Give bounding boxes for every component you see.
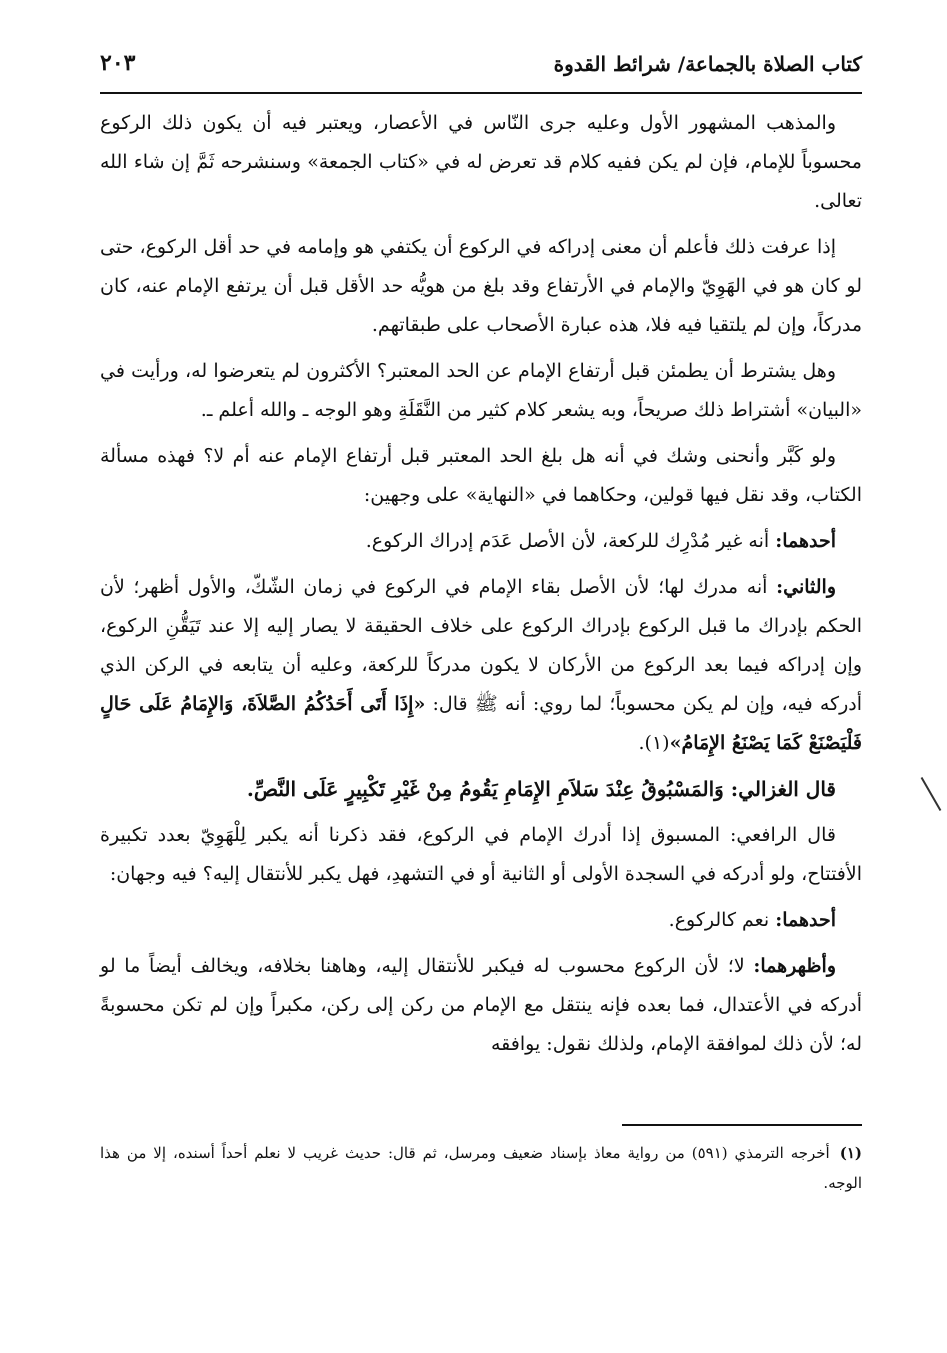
opinion-one-lead: أحدهما: [775, 530, 836, 552]
hadith-text: «إِذَا أَتَى أَحَدُكُمُ الصَّلاَةَ، وَالإِمَامُ عَلَى حَالٍ فَلْيَصْنَعْ كَمَا يَصْنَعُ الإِمَامُ» [100, 693, 862, 754]
opinion-two-text: أنه مدرك لها؛ لأن الأصل بقاء الإمام في الركوع في زمان الشّكّ، والأول أظهر؛ لأن الحكم بإدراك ما قبل الركوع بإدراك الركوع على خلاف الحقيقة لا يصار إليه إلا عند تَيَقُّنِ الركوع، وإن إدراكه فيما بعد الركوع من الأركان لا يكون مدركاً للركعة، وعليه أن يتابعه في الركن الذي أدركه فيه، وإن لم يكن محسوباً؛ لما روي: أنه ﷺ قال: [100, 576, 862, 715]
running-title: كتاب الصلاة بالجماعة/ شرائط القدوة [553, 52, 862, 76]
footnote-number: (١) [839, 1144, 863, 1162]
book-page [100, 40, 862, 1320]
opinion-two [100, 568, 862, 763]
face-two [100, 947, 862, 1064]
face-one-text: نعم كالركوع. [668, 909, 776, 931]
ghazali-text: وَالمَسْبُوقُ عِنْدَ سَلاَمِ الإِمَامِ يَقُومُ مِنْ غَيْرِ تَكْبِيرٍ عَلَى النَّصِّ. [246, 777, 724, 801]
margin-scan-mark [921, 777, 942, 811]
ghazali-lead: قال الغزالي: [723, 777, 836, 801]
paragraph-definition: إذا عرفت ذلك فأعلم أن معنى إدراكه في الركوع أن يكتفي هو وإمامه في حد أقل الركوع، حتى لو كان هو في الهَوِيّ والإمام في الأرتفاع وقد بلغ من هويُّه حد الأقل قبل أن يرتفع الإمام عنه، كان مدركاً، وإن لم يلتقيا فيه فلا، هذه عبارة الأصحاب على طبقاتهم. [100, 236, 862, 336]
opinion-one [100, 522, 862, 561]
paragraph-tuma-nina: وهل يشترط أن يطمئن قبل أرتفاع الإمام عن الحد المعتبر؟ الأكثرون لم يتعرضوا له، ورأيت في «البيان» أشتراط ذلك صريحاً، وبه يشعر كلام كثير من النَّقَلَةِ وهو الوجه ـ والله أعلم ـ. [100, 360, 862, 421]
paragraph-doubt: ولو كَبَّر وأنحنى وشك في أنه هل بلغ الحد المعتبر قبل أرتفاع الإمام عنه أم لا؟ فهذه مسألة الكتاب، وقد نقل فيها قولين، وحكاهما في «النهاية» على وجهين: [100, 445, 862, 506]
page-header [100, 40, 862, 94]
footnote-text: أخرجه الترمذي (٥٩١) من رواية معاذ بإسناد ضعيف ومرسل، ثم قال: حديث غريب لا نعلم أحداً أسنده، إلا من هذا الوجه. [100, 1144, 862, 1192]
footnote [100, 1138, 862, 1198]
face-one-lead: أحدهما: [775, 909, 836, 931]
footnote-divider [622, 1124, 862, 1126]
face-two-lead: وأظهرهما: [753, 955, 836, 977]
page-body [100, 104, 862, 1064]
opinion-one-text: أنه غير مُدْرِك للركعة، لأن الأصل عَدَم إدراك الركوع. [365, 530, 776, 552]
ghazali-quote [100, 770, 862, 809]
face-one [100, 901, 862, 940]
opinion-two-lead: والثاني: [776, 576, 836, 598]
face-two-text: لا؛ لأن الركوع محسوب له فيكبر للأنتقال إليه، وهاهنا بخلافه، ويخالف أيضاً ما لو أدركه في الأعتدال، فما بعده فإنه ينتقل مع الإمام من ركن إلى ركن، مكبراً وإن لم تكن محسوبةً له؛ لأن ذلك لموافقة الإمام، ولذلك نقول: يوافقه [100, 955, 862, 1055]
footnote-reference: (١). [638, 732, 670, 754]
page-number: ٢٠٣ [100, 50, 136, 76]
rafii-commentary: قال الرافعي: المسبوق إذا أدرك الإمام في الركوع، فقد ذكرنا أنه يكبر لِلْهَوِيّ بعدد تكبيرة الأفتتاح، ولو أدركه في السجدة الأولى أو الثانية أو في التشهدِ، فهل يكبر للأنتقال إليه؟ فيه وجهان: [100, 824, 862, 885]
paragraph-madhhab: والمذهب المشهور الأول وعليه جرى النّاس في الأعصار، ويعتبر فيه أن يكون ذلك الركوع محسوباً للإمام، فإن لم يكن ففيه كلام قد تعرض له في «كتاب الجمعة» وسنشرحه ثَمَّ إن شاء الله تعالى. [100, 112, 862, 212]
